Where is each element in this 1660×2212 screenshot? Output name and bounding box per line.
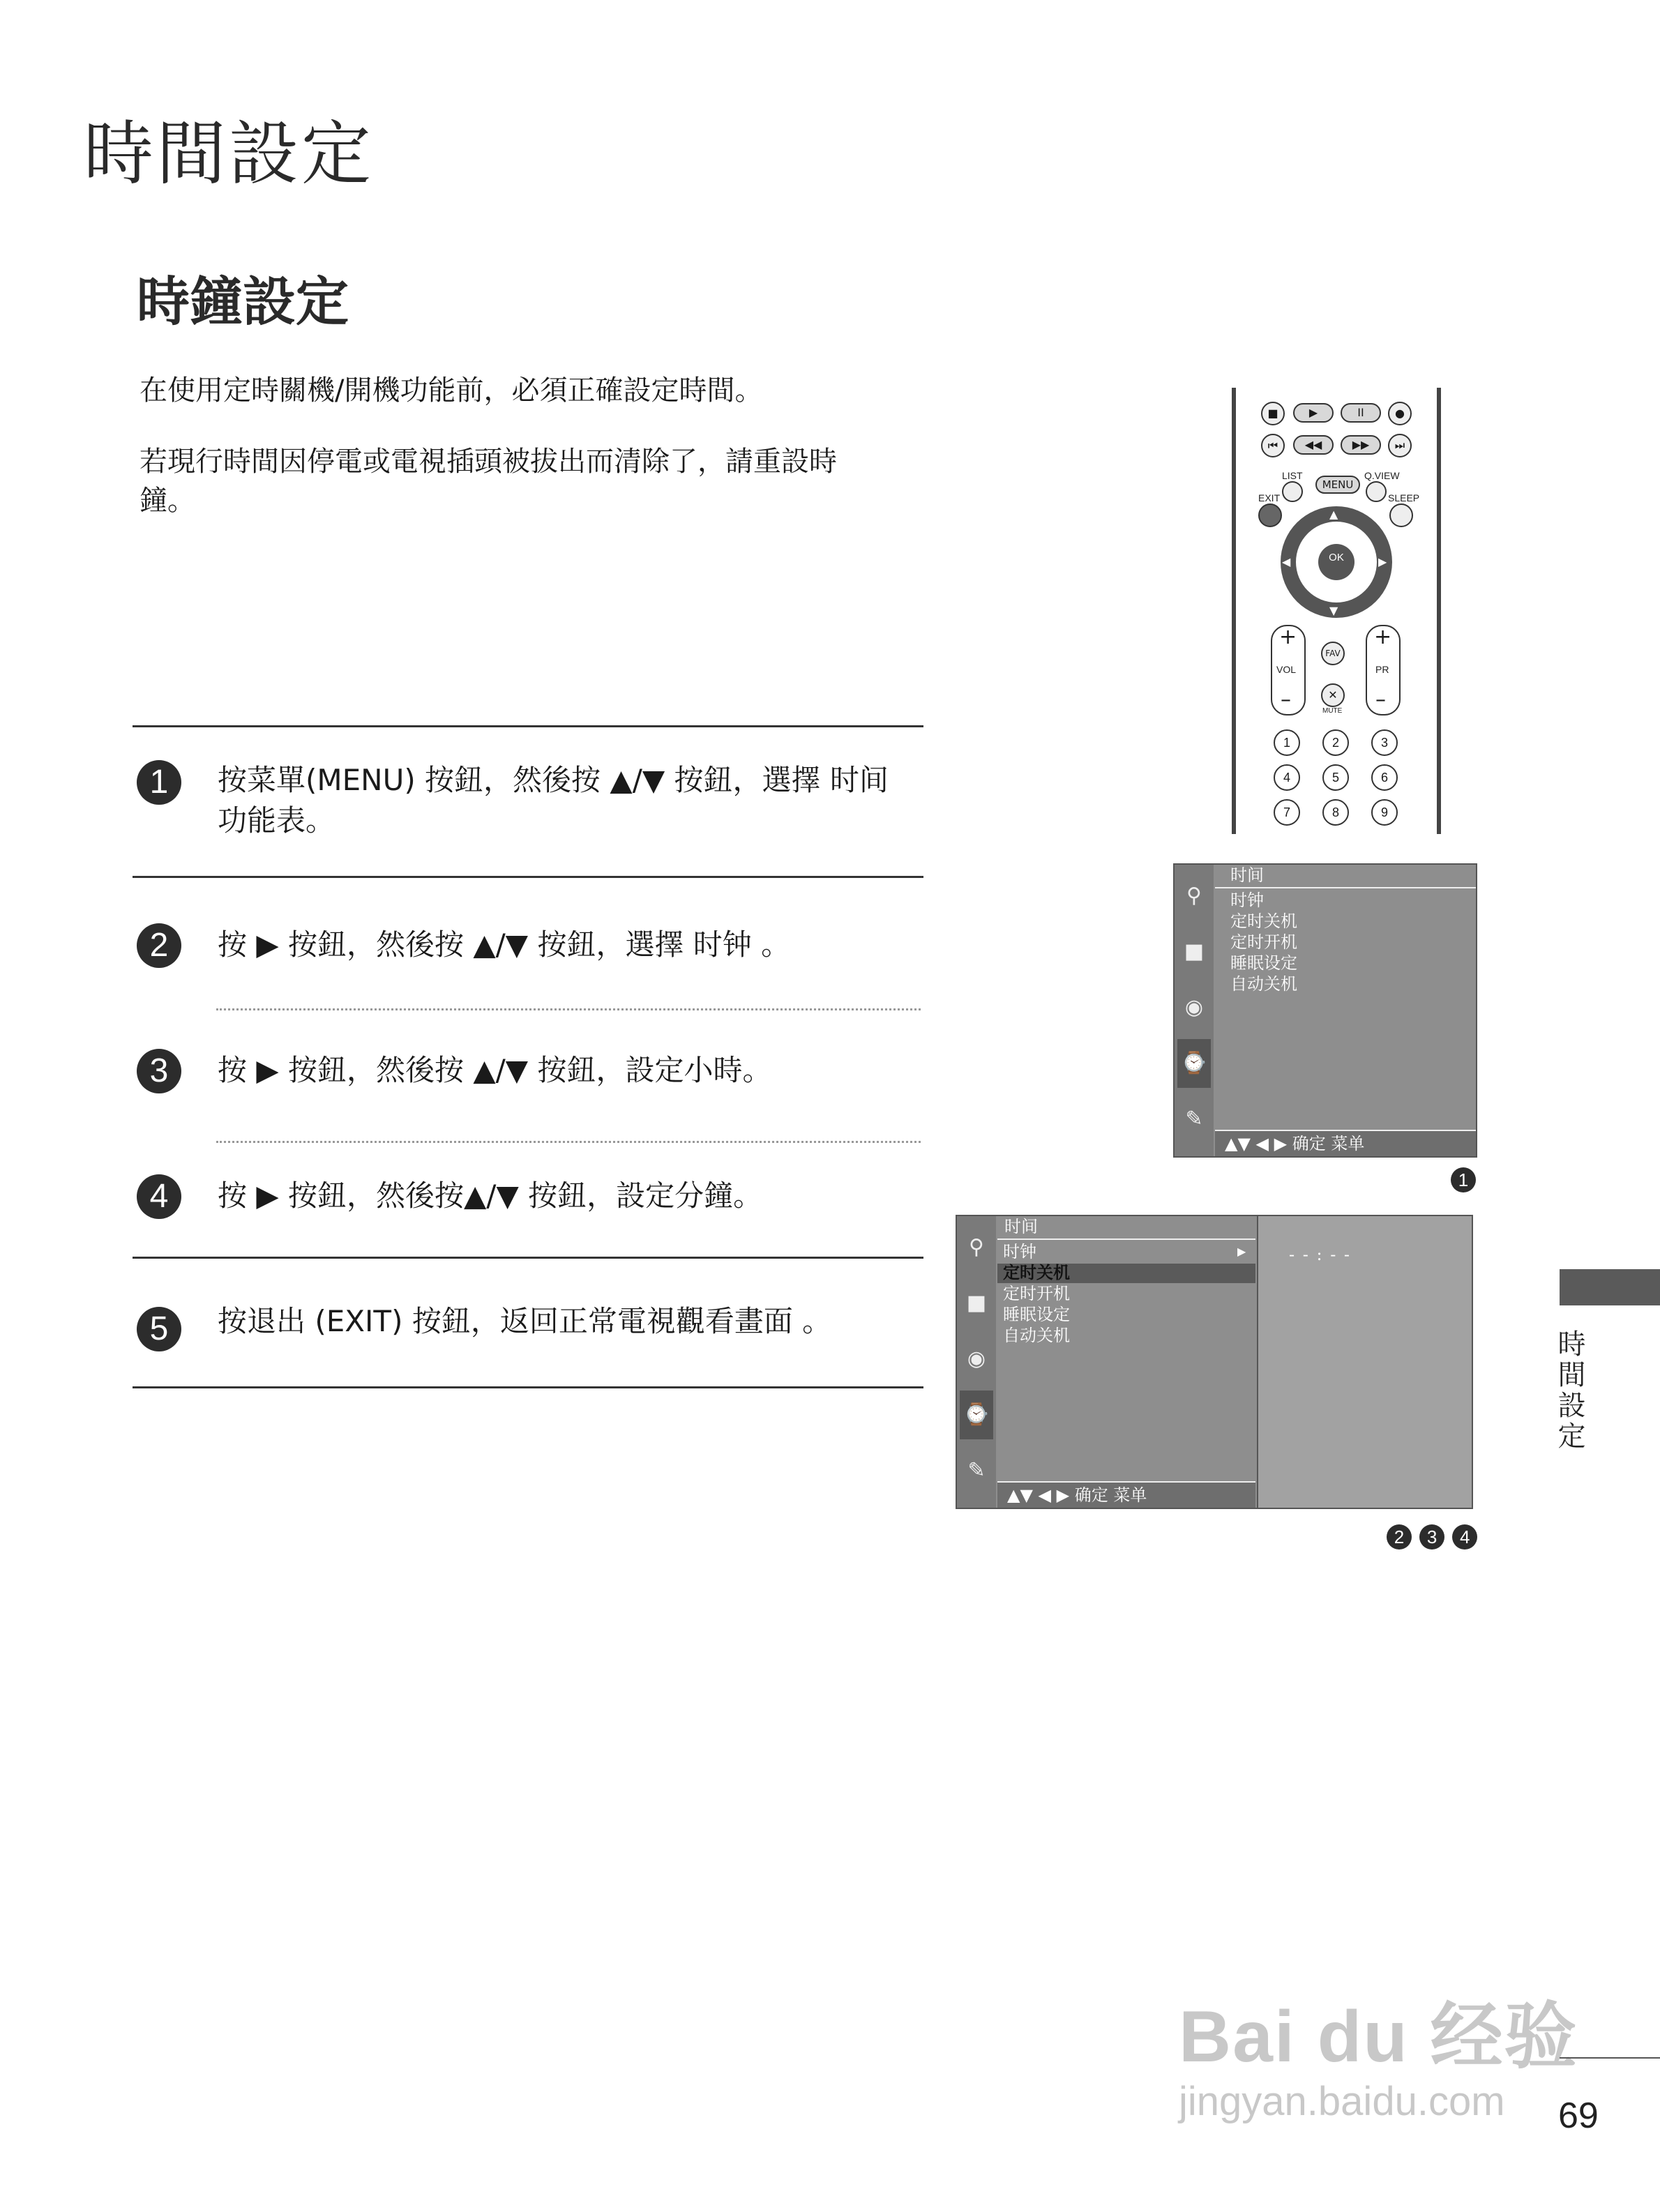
pause-button: II <box>1341 403 1381 423</box>
sleep-label: SLEEP <box>1388 492 1420 503</box>
clock-icon: ⌚ <box>960 1391 993 1439</box>
picture-icon: ■ <box>966 1291 987 1315</box>
number-button: 5 <box>1322 764 1349 791</box>
step-number-3: 3 <box>137 1049 181 1093</box>
caption-markers <box>1382 1524 1477 1550</box>
previous-button: ⏮ <box>1261 434 1285 457</box>
page-number: 69 <box>1558 2096 1599 2136</box>
watermark-url: jingyan.baidu.com <box>1179 2079 1505 2124</box>
picture-icon: ■ <box>1184 939 1205 964</box>
osd-sidebar <box>1175 865 1214 1156</box>
step-number-4: 4 <box>137 1174 181 1219</box>
wrench-icon: ✎ <box>967 1458 986 1483</box>
divider <box>133 1257 923 1259</box>
step-5-text: 按退出 (EXIT) 按鈕，返回正常電視觀看畫面 。 <box>218 1304 832 1338</box>
satellite-icon: ⚲ <box>1186 884 1202 908</box>
caption-marker: 2 <box>1387 1524 1412 1550</box>
mute-label: MUTE <box>1322 707 1343 715</box>
submenu-arrow-icon: ▶ <box>1237 1245 1246 1258</box>
caption-marker: 4 <box>1452 1524 1477 1550</box>
rewind-button: ◀◀ <box>1293 435 1334 455</box>
satellite-icon: ⚲ <box>969 1235 984 1259</box>
fast-forward-button: ▶▶ <box>1341 435 1381 455</box>
intro-paragraph-2-line-2: 鐘。 <box>139 485 195 517</box>
osd-sidebar <box>957 1216 996 1508</box>
number-button: 2 <box>1322 729 1349 756</box>
divider <box>133 876 923 878</box>
number-button: 4 <box>1274 764 1300 791</box>
osd-menu-1 <box>1173 863 1477 1158</box>
osd-footer-hint: ▲▼ ◀ ▶ 确定 菜单 <box>1225 1134 1365 1153</box>
osd-menu-title: 时间 <box>1230 865 1264 885</box>
qview-button <box>1366 481 1387 502</box>
number-button: 8 <box>1322 799 1349 826</box>
page-number-rule <box>1560 2057 1660 2059</box>
watermark <box>1179 1978 1578 2125</box>
list-label: LIST <box>1282 470 1303 481</box>
menu-item-sleep-timer: 睡眠设定 <box>1003 1305 1070 1324</box>
step-1-text-line-2: 功能表。 <box>218 803 335 838</box>
down-arrow-icon: ▼ <box>1329 604 1338 617</box>
step-4-text: 按 ▶ 按鈕，然後按▲/▼ 按鈕，設定分鐘。 <box>218 1179 763 1213</box>
fav-button: FAV <box>1321 642 1345 665</box>
osd-footer-hint: ▲▼ ◀ ▶ 确定 菜单 <box>1007 1485 1147 1505</box>
list-button <box>1282 481 1303 502</box>
speaker-icon: ◉ <box>1184 995 1204 1020</box>
speaker-icon: ◉ <box>967 1347 986 1371</box>
exit-button <box>1258 503 1282 527</box>
number-button: 7 <box>1274 799 1300 826</box>
step-number-5: 5 <box>137 1307 181 1351</box>
record-button: ● <box>1388 402 1412 425</box>
program-down-icon: – <box>1375 688 1386 712</box>
vol-label: VOL <box>1276 664 1297 675</box>
ok-button: OK <box>1318 544 1355 580</box>
number-button: 6 <box>1371 764 1398 791</box>
dotted-divider <box>216 1008 921 1010</box>
step-3-text: 按 ▶ 按鈕，然後按 ▲/▼ 按鈕，設定小時。 <box>218 1053 772 1087</box>
sleep-button <box>1389 503 1413 527</box>
chapter-tab <box>1560 1269 1660 1305</box>
pr-label: PR <box>1375 664 1389 675</box>
menu-item-sleep-timer: 睡眠设定 <box>1230 953 1297 973</box>
dotted-divider <box>216 1141 921 1143</box>
chapter-label: 時間設定 <box>1553 1329 1585 1452</box>
stop-button: ■ <box>1261 402 1285 425</box>
menu-button: MENU <box>1315 476 1360 494</box>
section-title: 時鐘設定 <box>137 271 349 333</box>
clock-icon: ⌚ <box>1177 1039 1211 1088</box>
osd-menu-title: 时间 <box>1004 1217 1038 1236</box>
menu-item-auto-off: 自动关机 <box>1003 1326 1070 1345</box>
next-button: ⏭ <box>1388 434 1412 457</box>
volume-up-icon: + <box>1279 625 1297 649</box>
qview-label: Q.VIEW <box>1364 470 1400 481</box>
menu-item-off-timer: 定时关机 <box>1230 911 1297 931</box>
menu-item-off-timer-selected: 定时关机 <box>1003 1262 1070 1282</box>
intro-paragraph-2-line-1: 若現行時間因停電或電視插頭被拔出而清除了，請重設時 <box>139 446 837 478</box>
menu-item-auto-off: 自动关机 <box>1230 974 1297 994</box>
mute-icon: ✕ <box>1321 683 1345 707</box>
wrench-icon: ✎ <box>1185 1107 1203 1131</box>
remote-control <box>1232 388 1441 834</box>
caption-marker: 3 <box>1419 1524 1444 1550</box>
exit-label: EXIT <box>1258 492 1281 503</box>
number-button: 3 <box>1371 729 1398 756</box>
clock-value: - - : - - <box>1289 1245 1352 1264</box>
number-button: 1 <box>1274 729 1300 756</box>
program-up-icon: + <box>1374 625 1392 649</box>
divider <box>133 725 923 727</box>
right-arrow-icon: ▶ <box>1378 555 1387 568</box>
step-2-text: 按 ▶ 按鈕，然後按 ▲/▼ 按鈕，選擇 时钟 。 <box>218 927 791 962</box>
step-number-2: 2 <box>137 923 181 968</box>
value-panel <box>1257 1216 1472 1508</box>
page-title: 時間設定 <box>84 113 374 195</box>
osd-menu-2 <box>956 1215 1473 1509</box>
watermark-logo: Bai du 经验 <box>1179 1997 1578 2077</box>
divider <box>133 1386 923 1388</box>
intro-paragraph-1: 在使用定時關機/開機功能前，必須正確設定時間。 <box>139 374 763 407</box>
menu-item-on-timer: 定时开机 <box>1003 1284 1070 1303</box>
number-button: 9 <box>1371 799 1398 826</box>
menu-item-clock: 时钟 <box>1230 891 1264 910</box>
step-1-text: 按菜單(MENU) 按鈕，然後按 ▲/▼ 按鈕，選擇 时间 <box>218 763 889 797</box>
play-button: ▶ <box>1293 403 1334 423</box>
up-arrow-icon: ▲ <box>1329 508 1338 521</box>
menu-item-on-timer: 定时开机 <box>1230 932 1297 952</box>
left-arrow-icon: ◀ <box>1282 555 1291 568</box>
step-number-1: 1 <box>137 760 181 805</box>
volume-down-icon: – <box>1281 688 1291 712</box>
menu-item-clock: 时钟 <box>1003 1242 1036 1262</box>
caption-marker: 1 <box>1451 1167 1476 1192</box>
